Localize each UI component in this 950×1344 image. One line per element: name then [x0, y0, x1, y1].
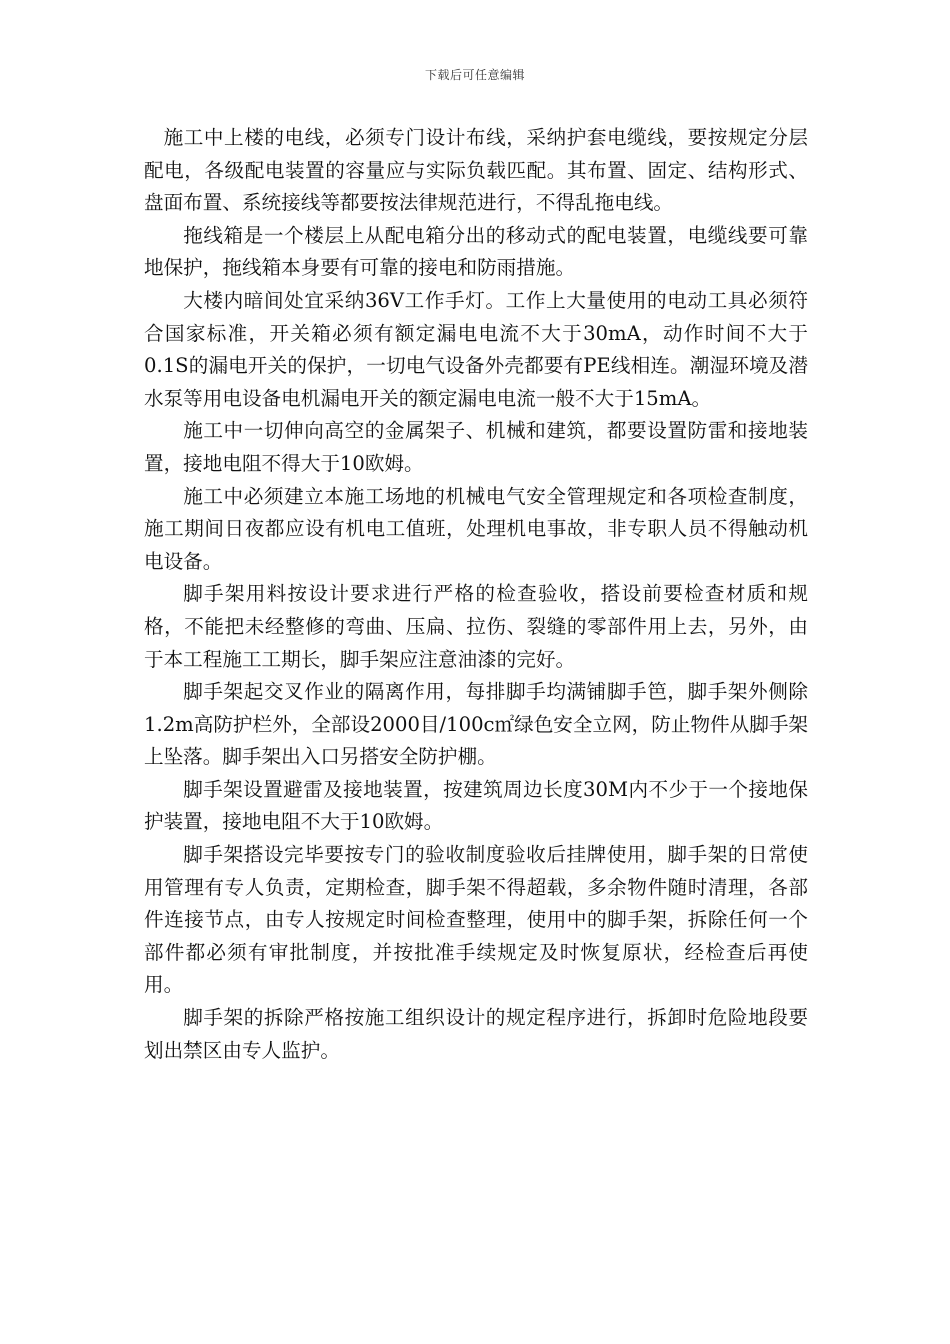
paragraph-10: 脚手架的拆除严格按施工组织设计的规定程序进行，拆卸时危险地段要划出禁区由专人监护。 [144, 1006, 808, 1062]
paragraph-1: 施工中上楼的电线，必须专门设计布线，采纳护套电缆线，要按规定分层配电，各级配电装置的容量应与实际负载匹配。其布置、固定、结构形式、盘面布置、系统接线等都要按法律规范进行，不得乱拖电线。 [144, 126, 808, 215]
paragraph-8: 脚手架设置避雷及接地装置，按建筑周边长度30M内不少于一个接地保护装置，接地电阻不大于10欧姆。 [144, 777, 808, 834]
paragraph-3: 大楼内暗间处宜采纳36V工作手灯。工作上大量使用的电动工具必须符合国家标准，开关箱必须有额定漏电电流不大于30mA，动作时间不大于0.1S的漏电开关的保护，一切电气设备外壳都要有PE线相连。潮湿环境及潜水泵等用电设备电机漏电开关的额定漏电电流一般不大于15mA。 [144, 288, 808, 410]
paragraph-6: 脚手架用料按设计要求进行严格的检查验收，搭设前要检查材质和规格，不能把未经整修的弯曲、压扁、拉伤、裂缝的零部件用上去，另外，由于本工程施工工期长，脚手架应注意油漆的完好。 [144, 582, 808, 671]
paragraph-7: 脚手架起交叉作业的隔离作用，每排脚手均满铺脚手笆，脚手架外侧除1.2m高防护栏外，全部设2000目/100c㎡绿色安全立网，防止物件从脚手架上坠落。脚手架出入口另搭安全防护棚。 [144, 680, 809, 769]
paragraph-5: 施工中必须建立本施工场地的机械电气安全管理规定和各项检查制度，施工期间日夜都应设有机电工值班，处理机电事故，非专职人员不得触动机电设备。 [144, 484, 808, 573]
paragraph-2: 拖线箱是一个楼层上从配电箱分出的移动式的配电装置，电缆线要可靠地保护，拖线箱本身要有可靠的接电和防雨措施。 [144, 223, 808, 280]
page-header: 下载后可任意编辑 [424, 68, 525, 82]
document-body [144, 122, 808, 1067]
paragraph-9: 脚手架搭设完毕要按专门的验收制度验收后挂牌使用，脚手架的日常使用管理有专人负责，定期检查，脚手架不得超载，多余物件随时清理，各部件连接节点，由专人按规定时间检查整理，使用中的脚手架，拆除任何一个部件都必须有审批制度，并按批准手续规定及时恢复原状，经检查后再使用。 [144, 843, 808, 997]
paragraph-4: 施工中一切伸向高空的金属架子、机械和建筑，都要设置防雷和接地装置，接地电阻不得大于10欧姆。 [144, 419, 808, 475]
